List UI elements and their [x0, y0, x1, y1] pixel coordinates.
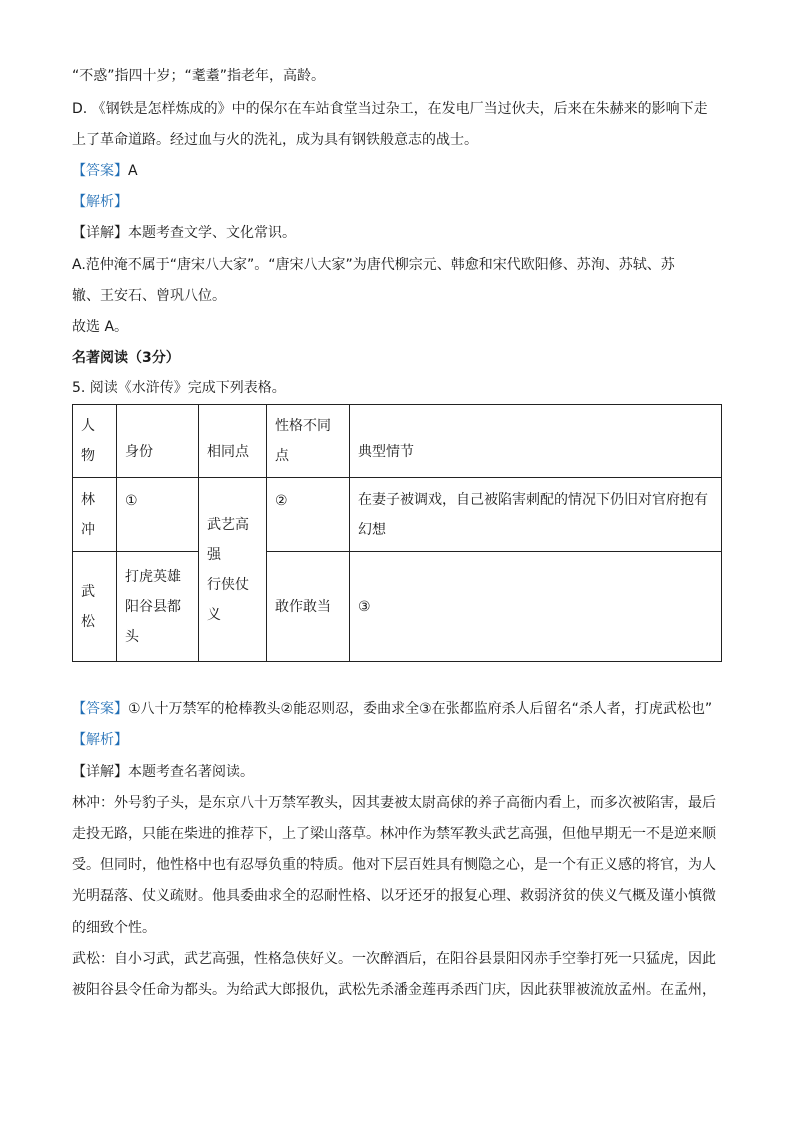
table-row: [73, 405, 722, 478]
reading-table: [72, 404, 722, 662]
text-line: 辙、王安石、曾巩八位。: [72, 288, 226, 304]
text-line: A.范仲淹不属于“唐宋八大家”。“唐宋八大家”为唐代柳宗元、韩愈和宋代欧阳修、苏洵、苏轼、苏: [72, 257, 675, 273]
answer-value: ①八十万禁军的枪棒教头②能忍则忍，委曲求全③在张都监府杀人后留名“杀人者，打虎武松也”: [128, 701, 713, 717]
text-line: 林冲：外号豹子头，是东京八十万禁军教头，因其妻被太尉高俅的养子高衙内看上，而多次被陷害，最后: [72, 795, 716, 811]
text-line: 被阳谷县令任命为都头。为给武大郎报仇，武松先杀潘金莲再杀西门庆，因此获罪被流放孟州。在孟州，: [72, 982, 716, 998]
table-cell: 武 松: [73, 552, 117, 662]
table-cell: 在妻子被调戏，自己被陷害刺配的情况下仍旧对官府抱有 幻想: [350, 478, 722, 552]
analysis-tag: 【解析】: [72, 732, 128, 748]
header-cell: 人 物: [73, 405, 117, 478]
answer-line: [72, 699, 712, 719]
detail-tag: 【详解】: [72, 764, 128, 780]
answer-tag: 【答案】: [72, 163, 128, 179]
table-row: [73, 478, 722, 552]
table-cell: 武艺高 强 行侠仗 义: [199, 478, 267, 662]
text-line: 故选 A。: [72, 319, 129, 335]
table-cell: 打虎英雄 阳谷县都 头: [117, 552, 199, 662]
header-cell: 典型情节: [350, 405, 722, 478]
detail-text: 本题考查名著阅读。: [128, 764, 254, 780]
text-line: 上了革命道路。经过血与火的洗礼，成为具有钢铁般意志的战士。: [72, 132, 478, 148]
detail-text: 本题考查文学、文化常识。: [128, 225, 296, 241]
detail-tag: 【详解】: [72, 225, 128, 241]
text-line: “不惑”指四十岁；“耄耋”指老年，高龄。: [72, 68, 326, 84]
header-cell: 相同点: [199, 405, 267, 478]
section-heading: 名著阅读（3分）: [72, 350, 180, 366]
header-cell: 身份: [117, 405, 199, 478]
answer-tag: 【答案】: [72, 701, 128, 717]
table-cell: ②: [267, 478, 350, 552]
text-line: 武松：自小习武，武艺高强，性格急侠好义。一次醉酒后，在阳谷县景阳冈赤手空拳打死一只猛虎，因此: [72, 951, 716, 967]
detail-line: [72, 223, 296, 243]
detail-line: [72, 762, 254, 782]
table-cell: ①: [117, 478, 199, 552]
text-line: 走投无路，只能在柴进的推荐下，上了梁山落草。林冲作为禁军教头武艺高强，但他早期无一不是逆来顺: [72, 826, 716, 842]
answer-line: [72, 161, 138, 181]
analysis-tag: 【解析】: [72, 194, 128, 210]
table-cell: 林 冲: [73, 478, 117, 552]
table-row: [73, 552, 722, 662]
text-line: 光明磊落、仗义疏财。他具委曲求全的忍耐性格、以牙还牙的报复心理、救弱济贫的侠义气概及谨小慎微: [72, 888, 716, 904]
answer-value: A: [128, 163, 138, 179]
table-cell: 敢作敢当: [267, 552, 350, 662]
table-cell: ③: [350, 552, 722, 662]
header-cell: 性格不同 点: [267, 405, 350, 478]
text-line: 受。但同时，他性格中也有忍辱负重的特质。他对下层百姓具有恻隐之心，是一个有正义感的将官，为人: [72, 857, 716, 873]
question-text: 5. 阅读《水浒传》完成下列表格。: [72, 380, 286, 396]
text-line: 的细致个性。: [72, 920, 156, 936]
text-line: D. 《钢铁是怎样炼成的》中的保尔在车站食堂当过杂工，在发电厂当过伙夫，后来在朱赫来的影响下走: [72, 101, 708, 117]
